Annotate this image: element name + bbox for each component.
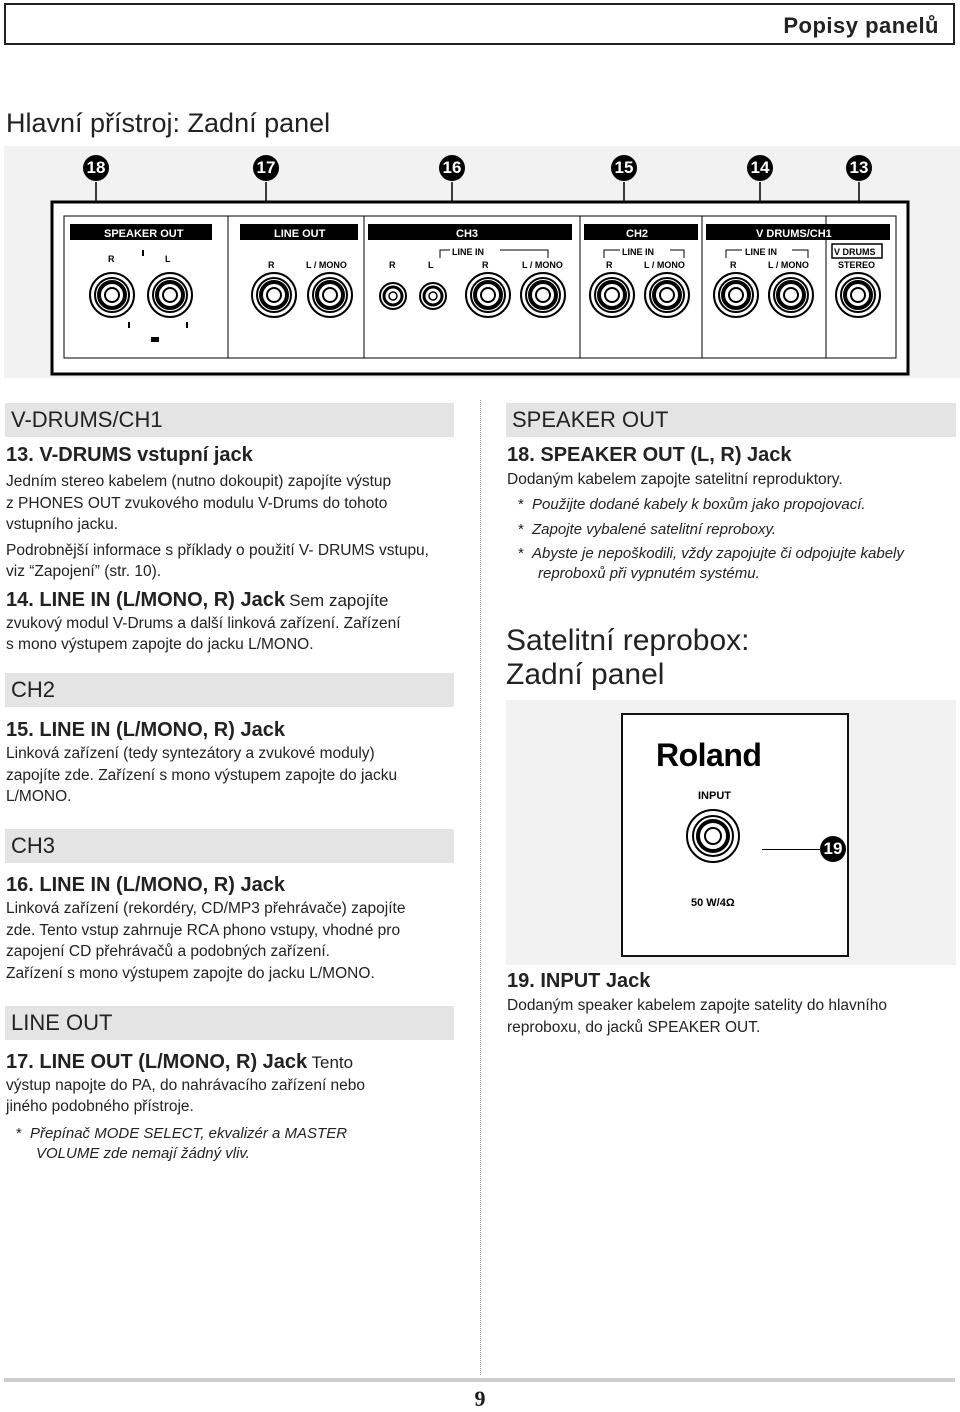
item-16-title: 16. LINE IN (L/MONO, R) Jack xyxy=(6,874,285,896)
section-ch2: CH2 xyxy=(5,673,454,707)
callout-18: 18 xyxy=(83,155,109,181)
item-16-text xyxy=(6,898,405,984)
speaker-l-label: L xyxy=(165,254,171,264)
text-line: zde. Tento vstup zahrnuje RCA phono vstupy, vhodné pro xyxy=(6,921,401,939)
note-line: Přepínač MODE SELECT, ekvalizér a MASTER xyxy=(30,1125,348,1142)
callout-14: 14 xyxy=(747,155,773,181)
text-line: výstup napojte do PA, do nahrávacího zařízení nebo xyxy=(6,1076,366,1094)
ch3-rca-l-jack xyxy=(420,283,446,309)
note-star: * xyxy=(518,545,524,562)
lineout-r-label: R xyxy=(268,260,275,270)
text-line: Linková zařízení (tedy syntezátory a zvukové moduly) xyxy=(6,745,375,762)
vdrums-line-in-label: LINE IN xyxy=(745,247,778,257)
item-19-title: 19. INPUT Jack xyxy=(507,970,651,992)
section-speaker-out: SPEAKER OUT xyxy=(506,403,956,437)
item-18-notes xyxy=(518,495,904,583)
text-line: Linková zařízení (rekordéry, CD/MP3 přehrávače) zapojíte xyxy=(6,900,406,917)
note-line: Abyste je nepoškodili, vždy zapojujte či odpojujte kabely xyxy=(532,545,904,562)
item-15-text xyxy=(6,743,397,808)
ch2-line-in-label: LINE IN xyxy=(622,247,655,257)
ch3-r-jack xyxy=(466,273,510,317)
text-line: Jedním stereo kabelem (nutno dokoupit) zapojíte výstup xyxy=(6,473,392,490)
item-15-title: 15. LINE IN (L/MONO, R) Jack xyxy=(6,719,285,741)
line-out-r-jack xyxy=(252,273,296,317)
rating-label: 50 W/4Ω xyxy=(691,897,735,909)
text-line: Podrobnější informace s příklady o použití V- DRUMS vstupu, xyxy=(6,541,429,559)
satellite-title xyxy=(506,624,749,692)
group-line-out-label: LINE OUT xyxy=(274,228,326,240)
text-line: z PHONES OUT zvukového modulu V-Drums do tohoto xyxy=(6,494,388,512)
speaker-out-l-jack xyxy=(148,273,192,317)
vdrums-box-label: V DRUMS xyxy=(834,247,876,257)
item-13-text xyxy=(6,471,429,583)
rear-panel-diagram xyxy=(0,146,960,378)
ch2-r-jack xyxy=(590,273,634,317)
ch3-lmono-label: L / MONO xyxy=(522,260,563,270)
text-line: zvukový modul V-Drums a další linková zařízení. Zařízení xyxy=(6,614,401,632)
vdrums-r-label: R xyxy=(730,260,737,270)
item-17-note xyxy=(16,1124,347,1163)
text-line: s mono výstupem zapojte do jacku L/MONO. xyxy=(6,636,314,653)
vdrums-stereo-jack xyxy=(836,273,880,317)
text-line: viz “Zapojení” (str. 10). xyxy=(6,563,162,580)
item-14-inline: Sem zapojíte xyxy=(289,591,389,610)
group-ch2-label: CH2 xyxy=(626,228,649,240)
text-line: reproboxu, do jacků SPEAKER OUT. xyxy=(507,1018,761,1036)
item-17-title: 17. LINE OUT (L/MONO, R) Jack xyxy=(6,1051,308,1073)
callout-16: 16 xyxy=(439,155,465,181)
ch3-rca-r-jack xyxy=(380,283,406,309)
note-line: reproboxů při vypnutém systému. xyxy=(538,564,760,582)
ch2-lmono-jack xyxy=(645,273,689,317)
group-vdrums-ch1-label: V DRUMS/CH1 xyxy=(756,228,832,240)
section-ch3: CH3 xyxy=(5,829,454,863)
speaker-r-label: R xyxy=(108,254,115,264)
note-star: * xyxy=(518,496,524,513)
ch3-lmono-jack xyxy=(521,273,565,317)
text-line: zapojíte zde. Zařízení s mono výstupem zapojte do jacku xyxy=(6,766,398,784)
roland-logo: Roland xyxy=(656,737,762,773)
satellite-title-line: Zadní panel xyxy=(506,658,665,691)
item-19-text xyxy=(507,995,887,1038)
callout-19-leader xyxy=(762,849,820,850)
item-13-title: 13. V-DRUMS vstupní jack xyxy=(6,444,253,466)
ch3-rca-l-label: L xyxy=(428,260,434,270)
note-line: Použijte dodané kabely k boxům jako propojovací. xyxy=(532,496,866,513)
vdrums-r-jack xyxy=(714,273,758,317)
item-18-title: 18. SPEAKER OUT (L, R) Jack xyxy=(507,444,792,466)
header-bar xyxy=(4,3,955,45)
ch3-rca-r-label: R xyxy=(389,260,396,270)
group-ch3-label: CH3 xyxy=(456,228,479,240)
ch2-lmono-label: L / MONO xyxy=(644,260,685,270)
note-star: * xyxy=(16,1125,22,1142)
speaker-out-r-jack xyxy=(90,273,134,317)
text-line: jiného podobného přístroje. xyxy=(6,1098,194,1115)
group-speaker-out-label: SPEAKER OUT xyxy=(104,228,184,240)
satellite-title-line: Satelitní reprobox: xyxy=(506,624,750,657)
item-17-inline: Tento xyxy=(311,1053,354,1072)
vdrums-lmono-label: L / MONO xyxy=(768,260,809,270)
callout-17: 17 xyxy=(253,155,279,181)
text-line: Zařízení s mono výstupem zapojte do jacku L/MONO. xyxy=(6,964,375,982)
text-line: zapojení CD přehrávačů a podobných zařízení. xyxy=(6,943,330,960)
line-out-lmono-jack xyxy=(308,273,352,317)
page-title: Hlavní přístroj: Zadní panel xyxy=(6,108,331,138)
header-title: Popisy panelů xyxy=(783,13,939,38)
ch3-line-in-label: LINE IN xyxy=(452,247,485,257)
item-18-text: Dodaným kabelem zapojte satelitní reproduktory. xyxy=(507,471,843,488)
text-line: vstupního jacku. xyxy=(6,516,119,533)
page-number: 9 xyxy=(474,1386,486,1411)
input-label: INPUT xyxy=(698,790,731,802)
callout-19: 19 xyxy=(820,836,846,862)
satellite-input-jack xyxy=(683,806,743,866)
callout-15: 15 xyxy=(611,155,637,181)
column-divider xyxy=(480,400,482,1375)
note-star: * xyxy=(518,520,524,538)
ch2-r-label: R xyxy=(606,260,613,270)
item-14-title: 14. LINE IN (L/MONO, R) Jack xyxy=(6,589,285,611)
note-line: Zapojte vybalené satelitní reproboxy. xyxy=(532,520,777,538)
note-line: VOLUME zde nemají žádný vliv. xyxy=(36,1144,250,1162)
vdrums-lmono-jack xyxy=(769,273,813,317)
text-line: Dodaným speaker kabelem zapojte satelity do hlavního xyxy=(507,997,887,1014)
stereo-label: STEREO xyxy=(838,260,876,270)
item-14 xyxy=(6,590,401,656)
callout-13: 13 xyxy=(846,155,872,181)
footer-rule xyxy=(4,1378,955,1382)
lineout-lmono-label: L / MONO xyxy=(306,260,347,270)
section-line-out: LINE OUT xyxy=(5,1006,454,1040)
item-17 xyxy=(6,1052,365,1118)
section-vdrums-ch1: V-DRUMS/CH1 xyxy=(5,403,454,437)
ch3-r-label: R xyxy=(482,260,489,270)
text-line: L/MONO. xyxy=(6,788,72,805)
